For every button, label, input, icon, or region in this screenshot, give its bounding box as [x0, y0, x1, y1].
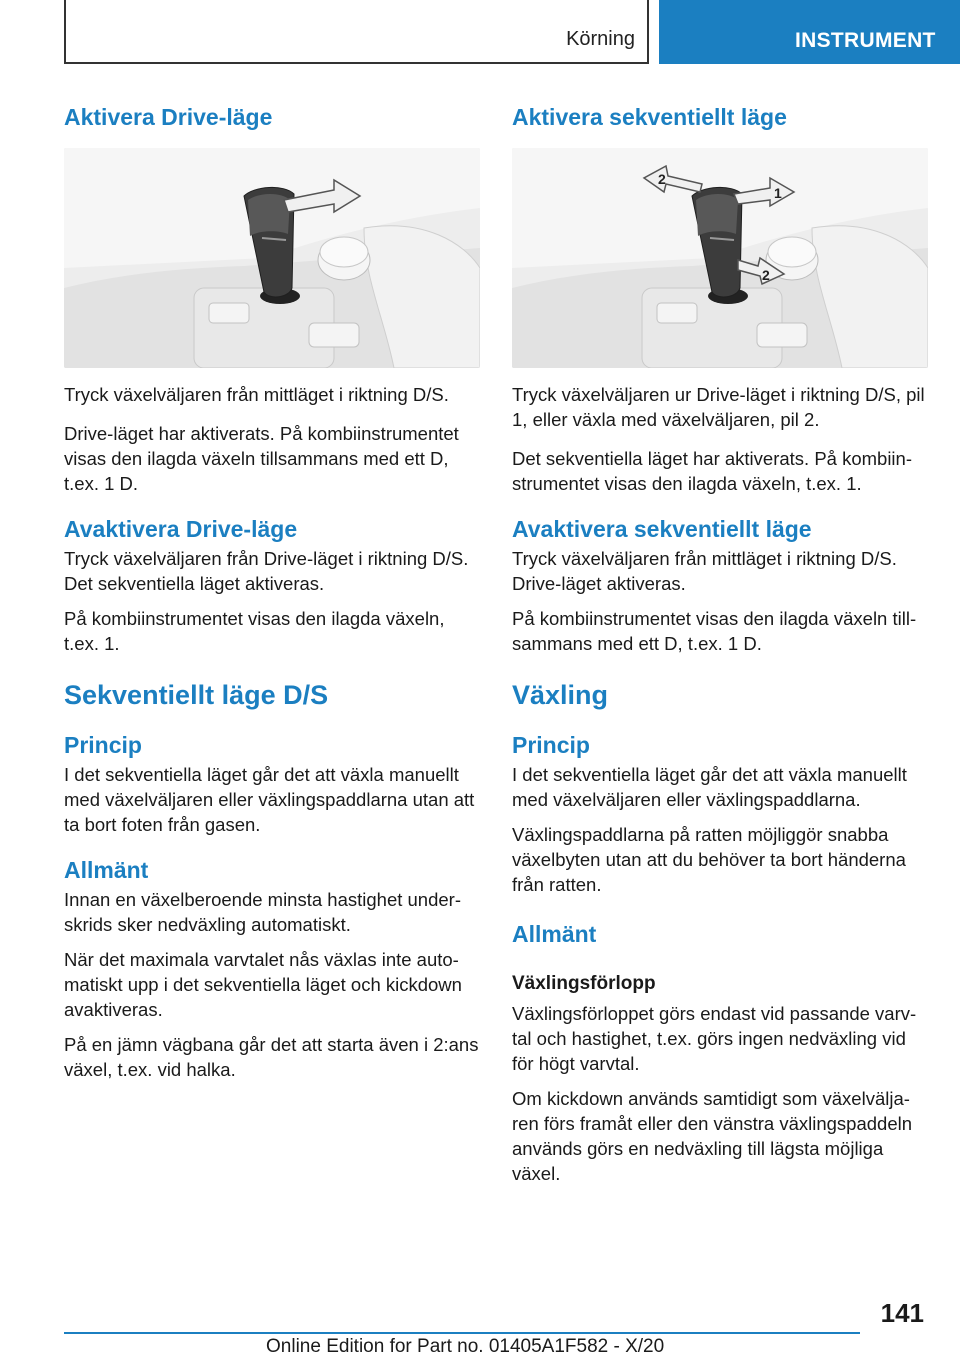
footer-rule [64, 1332, 860, 1334]
right-column [512, 102, 928, 1186]
para-left-4: På kombiinstrumentet visas den ilagda växeln, t.ex. 1. [64, 608, 445, 654]
heading-principle-left: Princip [64, 732, 142, 758]
heading-shifting: Växling [512, 680, 609, 710]
header-chapter-tab: INSTRUMENT [659, 0, 960, 64]
heading-sequential-mode: Sekventiellt läge D/S [64, 680, 329, 710]
para-left-2: Drive-läget har aktiverats. På kombiinstrumentet visas den ilagda växeln tillsammans med ett D, t.ex. 1 D. [64, 423, 459, 494]
para-left-1: Tryck växelväljaren från mittläget i riktning D/S. [64, 384, 449, 405]
heading-deactivate-sequential: Avaktivera sekventiellt läge [512, 516, 812, 542]
para-left-7: När det maximala varvtalet nås växlas inte auto-matiskt upp i det sekventiella läget och kickdown avaktiveras. [64, 949, 462, 1020]
left-column [64, 102, 480, 1082]
para-right-3: Tryck växelväljaren från mittläget i riktning D/S. Drive-läget aktiveras. [512, 548, 897, 594]
arrow-1-label: 1 [774, 185, 782, 201]
header-section-title: Körning [566, 28, 635, 50]
edition-line: Online Edition for Part no. 01405A1F582 - X/20 [266, 1336, 665, 1357]
para-left-8: På en jämn vägbana går det att starta även i 2:ans växel, t.ex. vid halka. [64, 1034, 479, 1080]
para-right-2: Det sekventiella läget har aktiverats. På kombiin-strumentet visas den ilagda växeln, t.ex. 1. [512, 448, 912, 494]
heading-shift-process: Växlingsförlopp [512, 973, 656, 994]
figure-sequential-selector [512, 148, 928, 368]
heading-general-left: Allmänt [64, 857, 149, 883]
heading-activate-sequential: Aktivera sekventiellt läge [512, 104, 787, 130]
para-left-5: I det sekventiella läget går det att växla manuellt med växelväljaren eller växlingspaddlarna utan att ta bort foten från gasen. [64, 764, 475, 835]
para-right-6: Växlingspaddlarna på ratten möjliggör snabba växelbyten utan att du behöver ta bort händerna från ratten. [512, 824, 906, 895]
para-left-3: Tryck växelväljaren från Drive-läget i riktning D/S. Det sekventiella läget aktiveras. [64, 548, 469, 594]
para-right-7: Växlingsförloppet görs endast vid passande varv-tal och hastighet, t.ex. görs ingen nedväxling vid för högt varvtal. [512, 1003, 917, 1074]
heading-activate-drive: Aktivera Drive-läge [64, 104, 273, 130]
gear-selector-arrows-illustration [512, 148, 928, 368]
para-right-8: Om kickdown används samtidigt som växelvälja-ren förs framåt eller den vänstra växlingspaddeln används görs en nedväxling till lägsta möjliga växel. [512, 1088, 913, 1184]
para-right-4: På kombiinstrumentet visas den ilagda växeln till-sammans med ett D, t.ex. 1 D. [512, 608, 917, 654]
figure-drive-selector [64, 148, 480, 368]
page-number: 141 [880, 1298, 924, 1328]
para-right-5: I det sekventiella läget går det att växla manuellt med växelväljaren eller växlingspaddlarna. [512, 764, 907, 810]
arrow-2-up-label: 2 [658, 171, 666, 187]
arrow-2-down-label: 2 [762, 267, 770, 283]
heading-principle-right: Princip [512, 732, 590, 758]
heading-general-right: Allmänt [512, 921, 597, 947]
para-right-1: Tryck växelväljaren ur Drive-läget i riktning D/S, pil 1, eller växla med växelväljaren, pil 2. [512, 384, 925, 430]
heading-deactivate-drive: Avaktivera Drive-läge [64, 516, 298, 542]
para-left-6: Innan en växelberoende minsta hastighet under-skrids sker nedväxling automatiskt. [64, 889, 461, 935]
gear-selector-illustration [64, 148, 480, 368]
